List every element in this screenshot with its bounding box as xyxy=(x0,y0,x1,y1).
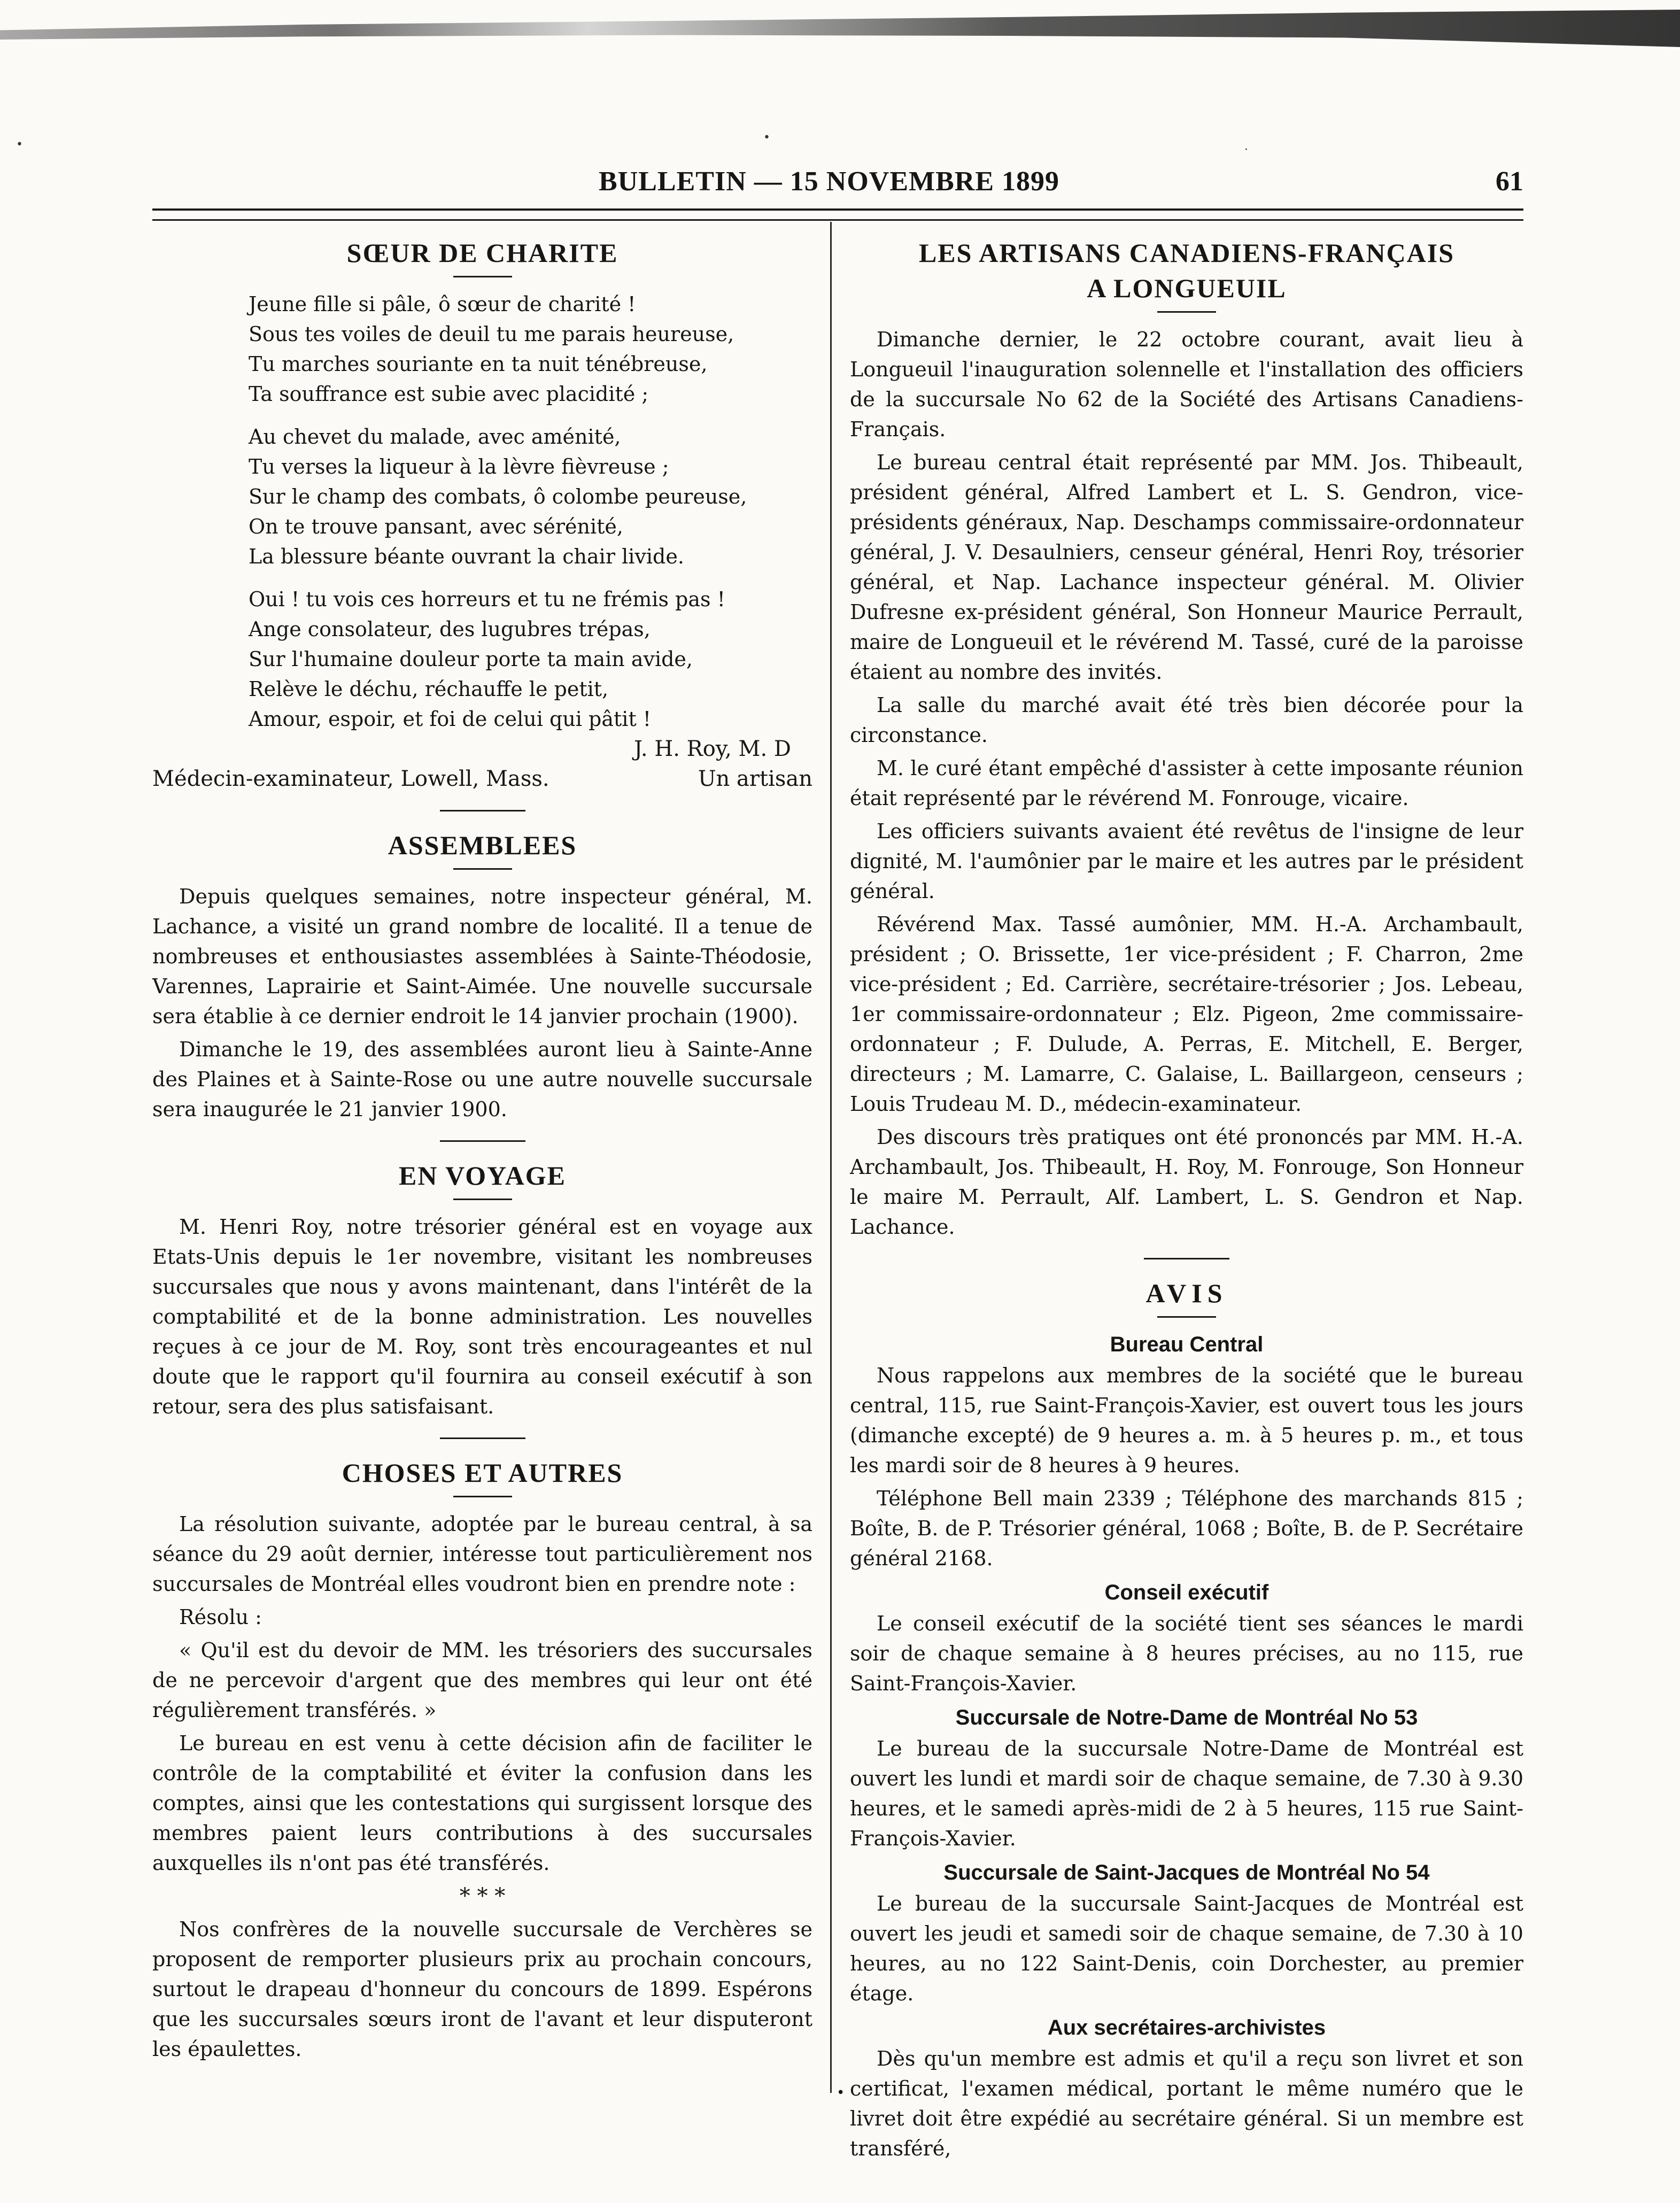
poem-stanza xyxy=(249,289,812,409)
paragraph: Des discours très pratiques ont été prononcés par MM. H.-A. Archambault, Jos. Thibeault, H. Roy, M. Fonrouge, Son Honneur le maire M. Perrault, Alf. Lambert, L. S. Gendron et Nap. Lachance. xyxy=(850,1125,1523,1239)
asterism: * * * xyxy=(459,1884,506,1908)
poem-line: Amour, espoir, et foi de celui qui pâtit ! xyxy=(249,707,652,731)
section-separator xyxy=(440,1437,525,1439)
paragraph: Téléphone Bell main 2339 ; Téléphone des marchands 815 ; Boîte, B. de P. Trésorier général, 1068 ; Boîte, B. de P. Secrétaire général 2168. xyxy=(850,1487,1523,1570)
avis-subhead: Bureau Central xyxy=(1110,1333,1264,1356)
paragraph: Dimanche dernier, le 22 octobre courant, avait lieu à Longueuil l'inauguration solennelle et l'installation des officiers de la succursale No 62 de la Société des Artisans Canadiens-Français. xyxy=(850,328,1523,441)
artisans-title-line2: A LONGUEUIL xyxy=(1087,273,1287,303)
paragraph: « Qu'il est du devoir de MM. les trésoriers des succursales de ne percevoir d'argent que des membres qui leur ont été régulièrement transférés. » xyxy=(152,1638,812,1722)
artisans-section xyxy=(850,235,1523,1242)
assemblees-title: ASSEMBLEES xyxy=(388,830,577,860)
running-head xyxy=(152,160,1523,208)
speck: • xyxy=(16,138,23,151)
poem-line: On te trouve pansant, avec sérénité, xyxy=(249,515,623,538)
paragraph: Révérend Max. Tassé aumônier, MM. H.-A. Archambault, président ; O. Brissette, 1er vice-président ; F. Charron, 2me vice-président ; Ed. Carrière, secrétaire-trésorier ; Jos. Lebeau, 1er commissaire-ordonnateur ; Elz. Pigeon, 2me commissaire-ordonnateur ; F. Dulude, A. Perras, E. Mitchell, E. Berger, directeurs ; M. Lamarre, C. Galaise, L. Baillargeon, censeurs ; Louis Trudeau M. D., médecin-examinateur. xyxy=(850,913,1523,1116)
paragraph: Dimanche le 19, des assemblées auront lieu à Sainte-Anne des Plaines et à Sainte-Rose ou une autre nouvelle succursale sera inaugurée le 21 janvier 1900. xyxy=(152,1038,812,1121)
avis-title: AVIS xyxy=(1145,1278,1228,1308)
title-rule xyxy=(453,1199,512,1200)
avis-subhead: Conseil exécutif xyxy=(1104,1581,1269,1604)
artisans-title-line1: LES ARTISANS CANADIENS-FRANÇAIS xyxy=(918,238,1455,268)
scan-shadow-bar xyxy=(0,10,1680,47)
poem-signature-row xyxy=(152,764,812,794)
section-separator xyxy=(440,810,525,811)
paragraph: Le bureau de la succursale Notre-Dame de Montréal est ouvert les lundi et mardi soir de chaque semaine, de 7.30 à 9.30 heures, et le samedi après-midi de 2 à 5 heures, 115 rue Saint-François-Xavier. xyxy=(850,1737,1523,1850)
poem-line: Sous tes voiles de deuil tu me parais heureuse, xyxy=(249,322,734,346)
title-rule xyxy=(1157,1316,1216,1318)
poem-line: Relève le déchu, réchauffe le petit, xyxy=(249,677,609,701)
poem-stanza xyxy=(249,584,812,734)
avis-subhead: Aux secrétaires-archivistes xyxy=(1047,2016,1326,2039)
avis-subhead: Succursale de Saint-Jacques de Montréal No 54 xyxy=(943,1861,1430,1884)
poem-stanza xyxy=(249,422,812,571)
en-voyage-title: EN VOYAGE xyxy=(399,1161,566,1191)
choses-title: CHOSES ET AUTRES xyxy=(342,1458,623,1488)
paragraph: Nous rappelons aux membres de la société que le bureau central, 115, rue Saint-François-Xavier, est ouvert tous les jours (dimanche excepté) de 9 heures a. m. à 5 heures p. m., et tous les mardi soir de 8 heures à 9 heures. xyxy=(850,1364,1523,1477)
paragraph: La résolution suivante, adoptée par le bureau central, à sa séance du 29 août dernier, intéresse tout particulièrement nos succursales de Montréal elles voudront bien en prendre note : xyxy=(152,1512,812,1596)
paragraph: M. Henri Roy, notre trésorier général est en voyage aux Etats-Unis depuis le 1er novembre, visitant les nombreuses succursales que nous y avons maintenant, dans l'intérêt de la comptabilité et de la bonne administration. Les nouvelles reçues à ce jour de M. Roy, sont très encourageantes et nul doute que le rapport qu'il fournira au conseil exécutif à son retour, sera des plus satisfaisant. xyxy=(152,1215,812,1418)
speck: · xyxy=(1244,143,1248,157)
title-rule xyxy=(453,1496,512,1497)
section-separator xyxy=(440,1140,525,1142)
speck: • xyxy=(763,131,770,144)
running-head-title: BULLETIN — 15 NOVEMBRE 1899 xyxy=(599,166,1059,197)
avis-section xyxy=(850,1276,1523,2163)
poem-line: Tu marches souriante en ta nuit ténébreuse, xyxy=(249,352,708,376)
paragraph: Résolu : xyxy=(179,1605,262,1629)
page-number: 61 xyxy=(1496,166,1523,197)
poem-line: Sur le champ des combats, ô colombe peureuse, xyxy=(249,485,747,508)
right-column xyxy=(850,235,1523,2167)
poem-line: Oui ! tu vois ces horreurs et tu ne frémis pas ! xyxy=(249,588,725,611)
left-column xyxy=(152,235,812,2067)
scan-top-edge xyxy=(0,0,1680,69)
column-divider xyxy=(830,222,832,2093)
avis-subhead: Succursale de Notre-Dame de Montréal No 53 xyxy=(955,1706,1418,1729)
title-rule xyxy=(453,276,512,277)
paragraph: Dès qu'un membre est admis et qu'il a reçu son livret et son certificat, l'examen médical, portant le même numéro que le livret doit être expédié au secrétaire général. Si un membre est transféré, xyxy=(850,2047,1523,2160)
poem-author-note: Un artisan xyxy=(698,767,812,791)
paragraph: Les officiers suivants avaient été revêtus de l'insigne de leur dignité, M. l'aumônier par le maire et les autres par le président général. xyxy=(850,820,1523,903)
poem-line: Ta souffrance est subie avec placidité ; xyxy=(249,382,649,406)
paragraph: La salle du marché avait été très bien décorée pour la circonstance. xyxy=(850,693,1523,747)
paragraph: Depuis quelques semaines, notre inspecteur général, M. Lachance, a visité un grand nombre de localité. Il a tenue de nombreuses et enthousiastes assemblées à Sainte-Théodosie, Varennes, Laprairie et Saint-Aimée. Une nouvelle succursale sera établie à ce dernier endroit le 14 janvier prochain (1900). xyxy=(152,885,812,1028)
paragraph: Le bureau en est venu à cette décision afin de faciliter le contrôle de la comptabilité et éviter la confusion dans les comptes, ainsi que les contestations qui surgissent lorsque des membres paient leurs contributions à des succursales auxquelles ils n'ont pas été transférés. xyxy=(152,1732,812,1875)
title-rule xyxy=(1157,311,1216,313)
paragraph: M. le curé étant empêché d'assister à cette imposante réunion était représenté par le révérend M. Fonrouge, vicaire. xyxy=(850,756,1523,810)
poem-author: J. H. Roy, M. D xyxy=(633,737,791,761)
poem-line: La blessure béante ouvrant la chair livide. xyxy=(249,545,684,568)
assemblees-section xyxy=(152,828,812,1124)
speck: • xyxy=(837,2085,845,2101)
header-double-rule xyxy=(152,208,1523,221)
poem-line: Tu verses la liqueur à la lèvre fièvreuse ; xyxy=(249,455,669,478)
en-voyage-section xyxy=(152,1158,812,1421)
poem-author-title: Médecin-examinateur, Lowell, Mass. xyxy=(152,767,549,791)
poem-title: SŒUR DE CHARITE xyxy=(346,238,618,268)
poem-body xyxy=(249,289,812,734)
paragraph: Le conseil exécutif de la société tient ses séances le mardi soir de chaque semaine à 8 heures précises, au no 115, rue Saint-François-Xavier. xyxy=(850,1612,1523,1695)
choses-section xyxy=(152,1455,812,2064)
poem-line: Sur l'humaine douleur porte ta main avide, xyxy=(249,647,693,671)
paragraph: Nos confrères de la nouvelle succursale de Verchères se proposent de remporter plusieurs prix au prochain concours, surtout le drapeau d'honneur du concours de 1899. Espérons que les succursales sœurs iront de l'avant et leur disputeront les épaulettes. xyxy=(152,1918,812,2061)
section-separator xyxy=(1144,1258,1229,1259)
poem-line: Ange consolateur, des lugubres trépas, xyxy=(249,617,651,641)
title-rule xyxy=(453,868,512,870)
poem-line: Jeune fille si pâle, ô sœur de charité ! xyxy=(249,292,636,316)
poem-section xyxy=(152,235,812,794)
paragraph: Le bureau central était représenté par MM. Jos. Thibeault, président général, Alfred Lambert et L. S. Gendron, vice-présidents généraux, Nap. Deschamps commissaire-ordonnateur général, J. V. Desaulniers, censeur général, Henri Roy, trésorier général, et Nap. Lachance inspecteur général. M. Olivier Dufresne ex-président général, Son Honneur Maurice Perrault, maire de Longueuil et le révérend M. Tassé, curé de la paroisse étaient au nombre des invités. xyxy=(850,451,1523,684)
paragraph: Le bureau de la succursale Saint-Jacques de Montréal est ouvert les jeudi et samedi soir de chaque semaine, de 7.30 à 10 heures, au no 122 Saint-Denis, coin Dorchester, au premier étage. xyxy=(850,1892,1523,2005)
poem-line: Au chevet du malade, avec aménité, xyxy=(249,425,621,449)
